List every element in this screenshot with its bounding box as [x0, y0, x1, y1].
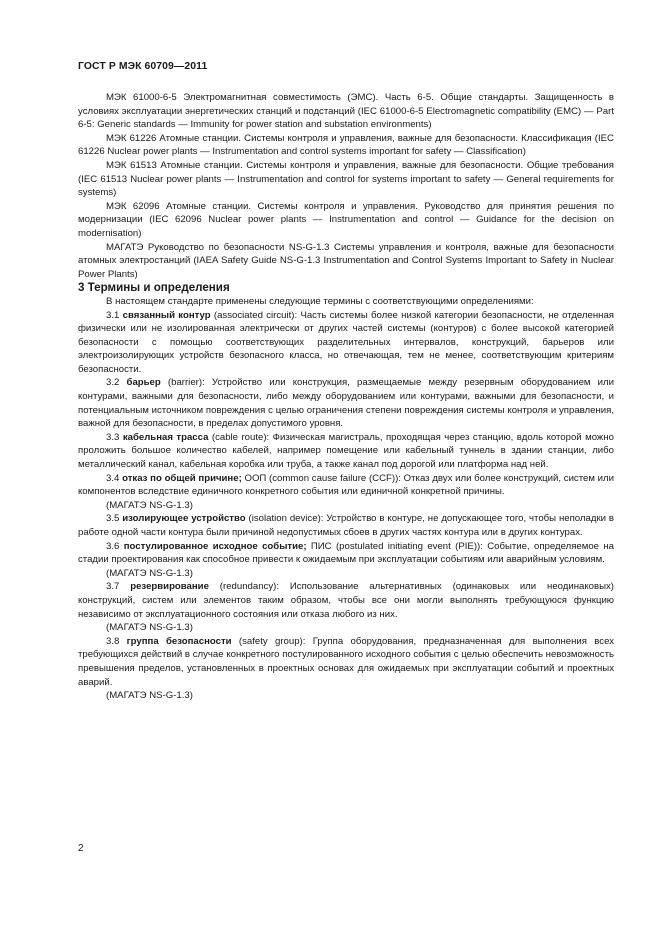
term-name: кабельная трасса — [122, 431, 209, 443]
reference-item: МЭК 62096 Атомные станции. Системы контроля и управления. Руководство для принятия решения по модернизации (IEC 62096 Nuclear power plants — Instrumentation and control — Guidance for the decision on modernisation) — [78, 200, 614, 239]
term-definition: (safety group): Группа оборудования, предназначенная для выполнения всех требующихся действий в случае конкретного постулированного исходного события с целью обеспечить невозможность превышения пределов, установленных в проектных основах для ожидаемых при эксплуатации событий и проектных аварий. — [78, 635, 614, 688]
term-entry — [78, 540, 614, 567]
term-entry — [78, 580, 614, 621]
term-name: группа безопасности — [126, 635, 232, 647]
references-list — [78, 91, 614, 281]
term-number: 3.5 — [106, 513, 120, 525]
term-source: (МАГАТЭ NS-G-1.3) — [106, 690, 193, 702]
term-entry — [78, 376, 614, 430]
terms-list — [78, 309, 614, 703]
term-number: 3.1 — [106, 309, 120, 321]
reference-item: МЭК 61513 Атомные станции. Системы контроля и управления, важные для безопасности. Общие требования (IEC 61513 Nuclear power plants — Instrumentation and control for systems important to safety — General requirements for systems) — [78, 159, 614, 199]
term-definition: (barrier): Устройство или конструкция, размещаемые между резервным оборудованием или контурами, важными для безопасности, либо между оборудованием или контурами, важными для безопасности, и потенциальным источником повреждения с целью ограничения степени повреждения системы контроля и управления, важной для безопасности, в пределах допустимого уровня. — [78, 377, 614, 430]
term-definition: (isolation device): Устройство в контуре, не допускающее того, чтобы неполадки в работе одной части контура были причиной недопустимых сбоев в других частях контура или в других контурах. — [78, 513, 614, 538]
page-number: 2 — [78, 843, 84, 854]
term-entry — [78, 635, 614, 689]
section-intro: В настоящем стандарте применены следующие термины с соответствующими определениями: — [106, 295, 534, 307]
term-number: 3.4 — [106, 472, 120, 484]
term-number: 3.2 — [106, 377, 120, 389]
term-definition: (redundancy): Использование альтернативных (одинаковых или неодинаковых) конструкций, систем или элементов таким образом, чтобы все они могли выполнять требующуюся функцию независимо от эксплуатационного состояния или отказа любого из них. — [78, 581, 614, 620]
term-source: (МАГАТЭ NS-G-1.3) — [106, 499, 193, 511]
term-definition: (associated circuit): Часть системы более низкой категории безопасности, не отделенная физически или не изолированная электрически от других частей системы (контуров) с более высокой категорией безопасности с помощью соответствующих разделительных интервалов, конструкций, барьеров или электроизолирующих устройств безопасного класса, но отвечающая, тем не менее, соответствующим критериям безопасности. — [78, 309, 614, 375]
document-body — [78, 91, 614, 703]
document-header: ГОСТ Р МЭК 60709—2011 — [78, 61, 208, 72]
term-entry — [78, 472, 614, 499]
term-number: 3.8 — [106, 635, 120, 647]
term-number: 3.6 — [106, 540, 120, 552]
term-definition: (cable route): Физическая магистраль, проходящая через станцию, вдоль которой можно проложить большое количество кабелей, например помещение или кабельный туннель в здании станции, либо металлический канал, кабельная коробка или труба, а также канал под дорогой или платформа над ней. — [78, 431, 614, 471]
term-name: резервирование — [130, 581, 209, 593]
term-source: (МАГАТЭ NS-G-1.3) — [106, 567, 193, 579]
term-name: изолирующее устройство — [122, 513, 246, 525]
term-name: отказ по общей причине; — [122, 472, 242, 484]
term-number: 3.3 — [106, 431, 120, 443]
term-name: постулированное исходное событие; — [123, 540, 307, 552]
reference-item: МЭК 61226 Атомные станции. Системы контроля и управления, важные для безопасности. Классификация (IEC 61226 Nuclear power plants — Instrumentation and control systems important for safety — Classification) — [78, 132, 614, 158]
term-entry — [78, 512, 614, 539]
term-name: связанный контур — [122, 309, 211, 321]
term-definition: ООП (common cause failure (CCF)): Отказ двух или более конструкций, систем или компонентов вследствие единичного конкретного события или единичной конкретной причины. — [78, 472, 614, 498]
term-entry — [78, 309, 614, 377]
term-name: барьер — [126, 377, 161, 389]
reference-item: МАГАТЭ Руководство по безопасности NS-G-1.3 Системы управления и контроля, важные для безопасности атомных электростанций (IAEA Safety Guide NS-G-1.3 Instrumentation and Control Systems Important to Safety in Nuclear Power Plants) — [78, 241, 614, 280]
section-title: 3 Термины и определения — [78, 281, 230, 295]
term-definition: ПИС (postulated initiating event (PIE)): Событие, определяемое на стадии проектирования как способное привести к ожидаемым при эксплуатации событиям или аварийным условиям. — [78, 540, 615, 566]
term-entry — [78, 431, 614, 472]
term-source: (МАГАТЭ NS-G-1.3) — [106, 622, 193, 634]
term-number: 3.7 — [106, 581, 120, 593]
reference-item: МЭК 61000-6-5 Электромагнитная совместимость (ЭМС). Часть 6-5. Общие стандарты. Защищенность в условиях эксплуатации энергетических станций и подстанций (IEC 61000-6-5 Electromagnetic compatibility (EMC) — Part 6-5: Generic standards — Immunity for power station and substation environments) — [78, 92, 614, 131]
